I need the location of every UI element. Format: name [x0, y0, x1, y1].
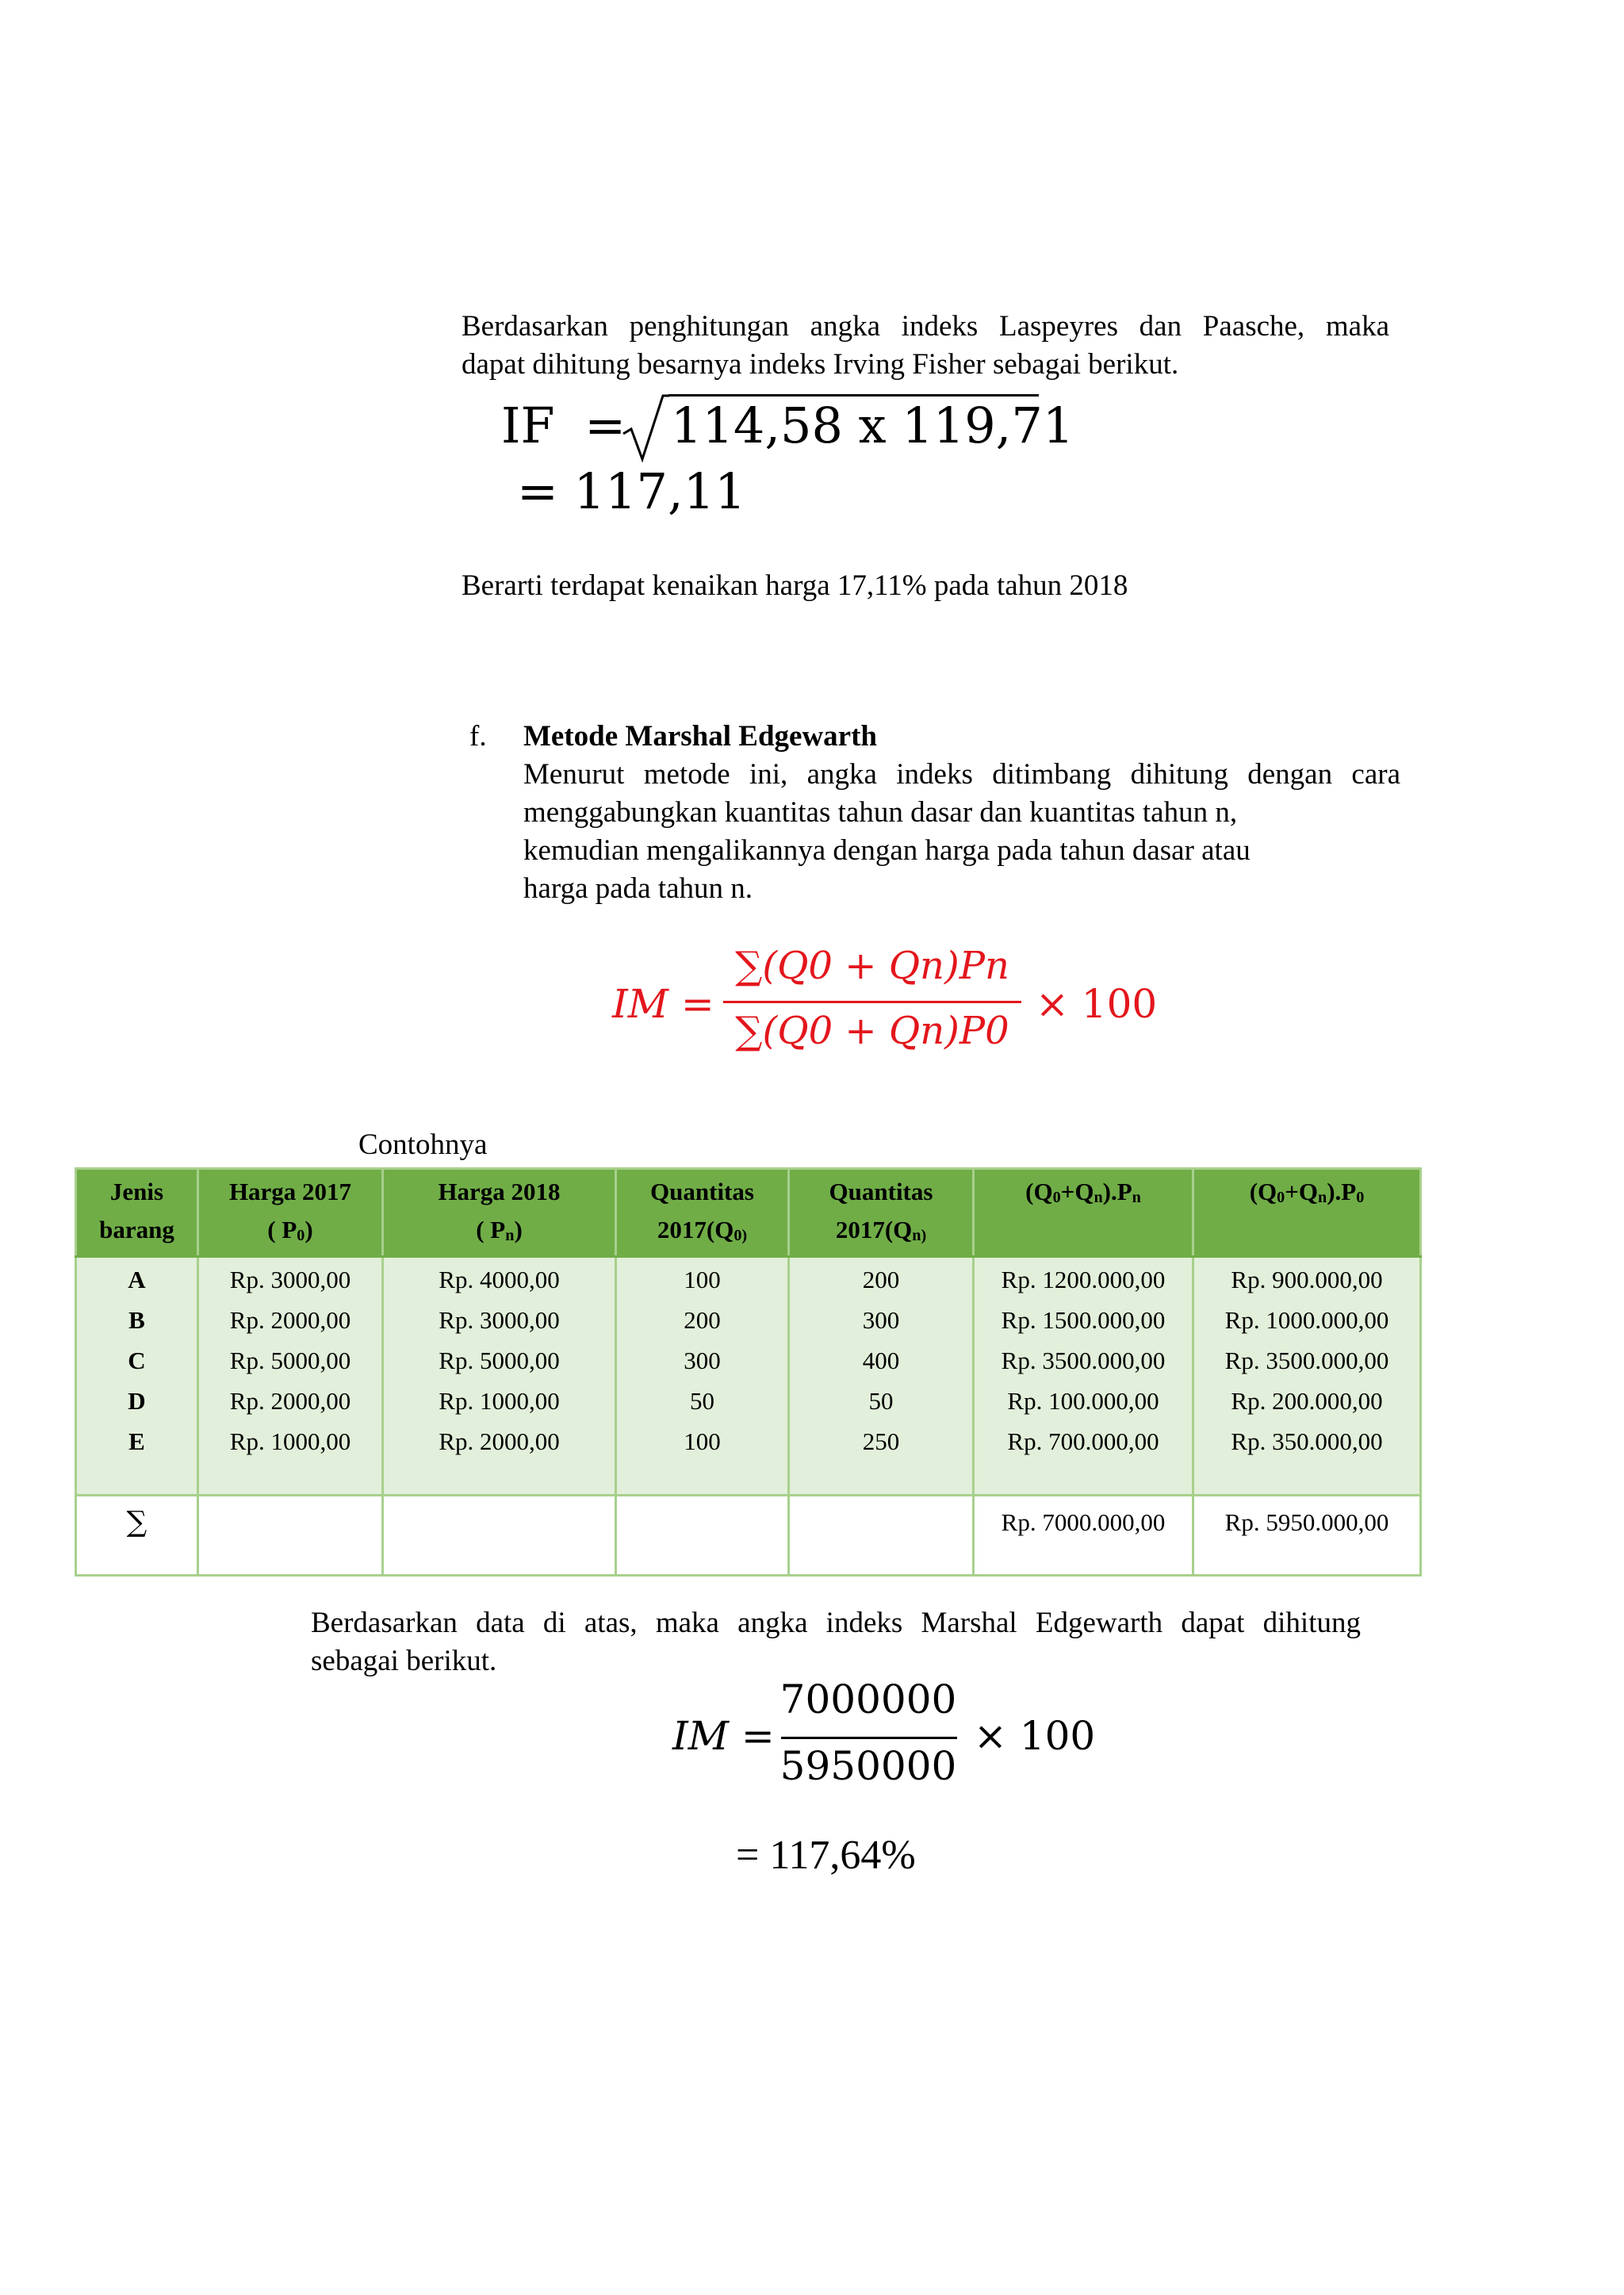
edgeworth-table [75, 1167, 1422, 1577]
if-equals: = [584, 397, 626, 454]
result-formula-lhs: IM = [672, 1713, 775, 1759]
example-label: Contohnya [358, 1128, 488, 1161]
result-formula-numerator: 7000000 [779, 1676, 957, 1722]
sum-empty-cell [789, 1496, 974, 1576]
header-harga-2018: Harga 2018 ( $P_n$) [383, 1169, 616, 1257]
header-harga-2017: Harga 2017 ( $P_0$) [198, 1169, 383, 1257]
if-formula [501, 397, 640, 468]
table-row [76, 1257, 1421, 1496]
conclusion-if: Berarti terdapat kenaikan harga 17,11% pada tahun 2018 [462, 569, 1128, 602]
col-harga-2018: Rp. 4000,00 Rp. 3000,00 Rp. 5000,00 Rp. 1000,00 Rp. 2000,00 [383, 1257, 616, 1496]
sum-empty-cell [383, 1496, 616, 1576]
after-table-paragraph [311, 1604, 1361, 1680]
after-table-line-2: sebagai berikut. [311, 1645, 497, 1677]
im-formula-lhs: IM = [612, 981, 714, 1027]
result-formula-fraction-bar [781, 1737, 957, 1739]
after-table-line-1: Berdasarkan data di atas, maka angka indeks Marshal Edgewarth dapat dihitung [311, 1607, 1361, 1639]
section-f-line-2: menggabungkan kuantitas tahun dasar dan kuantitas tahun n, [523, 796, 1238, 829]
if-result: = 117,11 [517, 462, 746, 520]
if-radicand: 114,58 x 119,71 [671, 397, 1074, 454]
radical-sign-icon [622, 393, 669, 464]
if-label: IF [501, 397, 555, 454]
im-formula-numerator: ∑(Q0 + Qn)Pn [735, 944, 1009, 988]
section-f-line-4: harga pada tahun n. [523, 872, 753, 905]
header-quantitas-qn: Quantitas $2017(Q_{n)}$ [789, 1169, 974, 1257]
im-formula-denominator: ∑(Q0 + Qn)P0 [735, 1009, 1009, 1053]
table-sum-row [76, 1496, 1421, 1576]
col-quantitas-qn: 200 300 400 50 250 [789, 1257, 974, 1496]
section-f-title: Metode Marshal Edgewarth [523, 720, 877, 753]
col-harga-2017: Rp. 3000,00 Rp. 2000,00 Rp. 5000,00 Rp. 2000,00 Rp. 1000,00 [198, 1257, 383, 1496]
section-f-marker: f. [469, 720, 487, 753]
col-jenis: A B C D E [76, 1257, 198, 1496]
col-q0-qn-p0: Rp. 900.000,00 Rp. 1000.000,00 Rp. 3500.000,00 Rp. 200.000,00 Rp. 350.000,00 [1193, 1257, 1421, 1496]
section-f-body [523, 756, 1400, 908]
table-header-row [76, 1169, 1421, 1257]
sum-total-pn: Rp. 7000.000,00 [974, 1496, 1193, 1576]
intro-line-2: dapat dihitung besarnya indeks Irving Fisher sebagai berikut. [462, 348, 1179, 381]
sum-empty-cell [198, 1496, 383, 1576]
header-jenis-barang: Jenis barang [76, 1169, 198, 1257]
result-value: = 117,64% [736, 1833, 916, 1878]
header-quantitas-q0: Quantitas $2017(Q_{0)}$ [616, 1169, 789, 1257]
intro-paragraph [462, 308, 1389, 384]
header-q0-qn-pn: $(Q_0+Q_n).P_n$ [974, 1169, 1193, 1257]
sum-symbol: ∑ [76, 1496, 198, 1576]
intro-line-1: Berdasarkan penghitungan angka indeks Laspeyres dan Paasche, maka [462, 310, 1389, 343]
sum-total-p0: Rp. 5950.000,00 [1193, 1496, 1421, 1576]
header-q0-qn-p0: $(Q_0+Q_n).P_0$ [1193, 1169, 1421, 1257]
col-q0-qn-pn: Rp. 1200.000,00 Rp. 1500.000,00 Rp. 3500.000,00 Rp. 100.000,00 Rp. 700.000,00 [974, 1257, 1193, 1496]
result-formula-multiplier: × 100 [974, 1713, 1096, 1759]
result-formula-denominator: 5950000 [779, 1743, 957, 1789]
col-quantitas-q0: 100 200 300 50 100 [616, 1257, 789, 1496]
sum-empty-cell [616, 1496, 789, 1576]
im-formula-fraction-bar [723, 1001, 1021, 1003]
section-f-line-1: Menurut metode ini, angka indeks ditimbang dihitung dengan cara [523, 758, 1400, 791]
im-formula-multiplier: × 100 [1036, 981, 1158, 1027]
section-f-line-3: kemudian mengalikannya dengan harga pada tahun dasar atau [523, 834, 1251, 867]
